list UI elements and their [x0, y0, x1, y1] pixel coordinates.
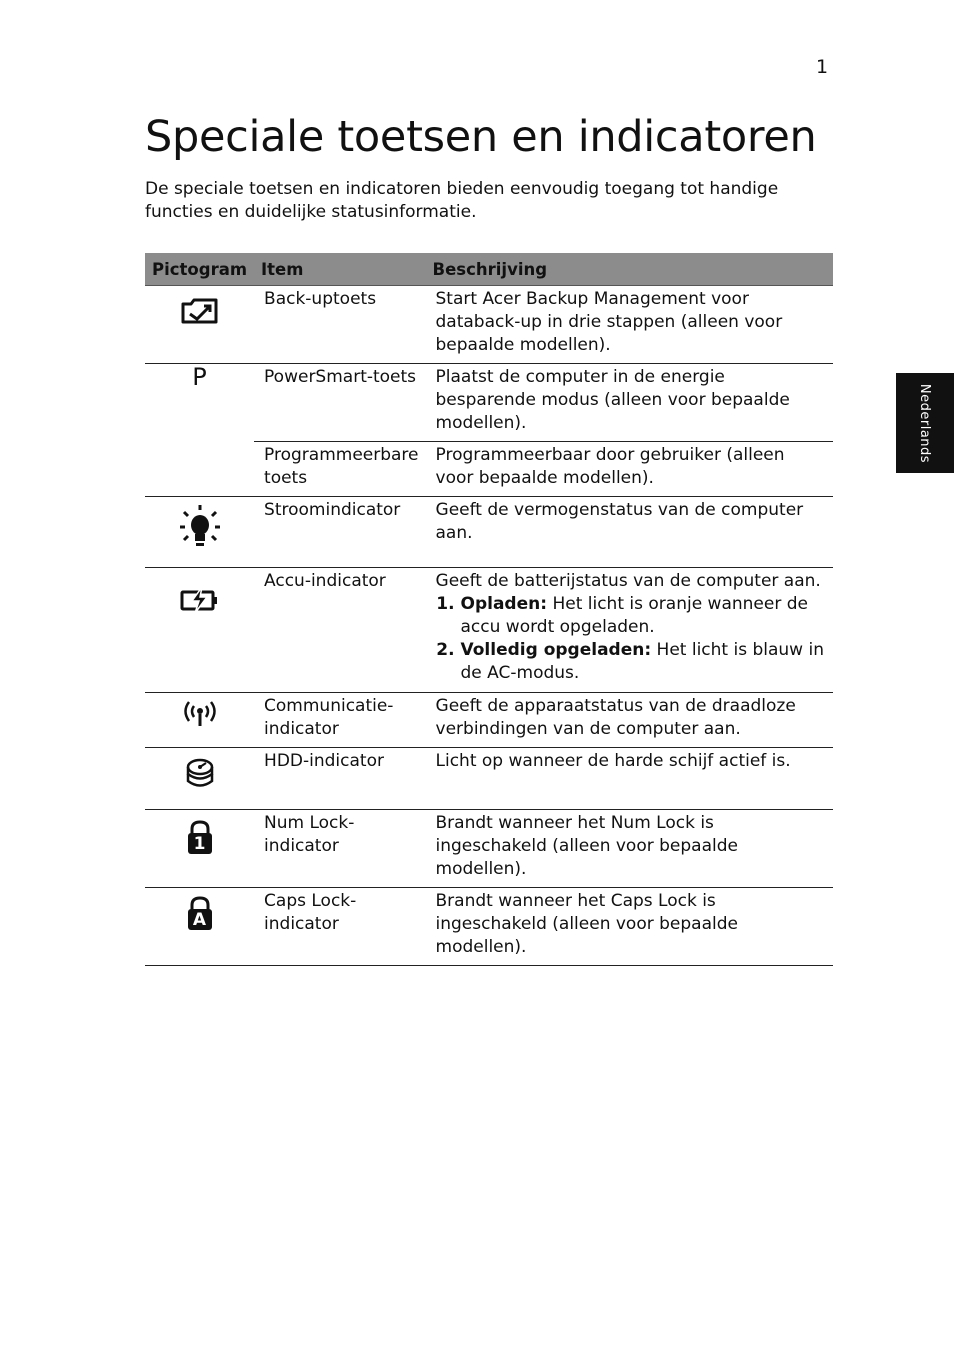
table-row: [145, 748, 833, 810]
description-cell: Brandt wanneer het Num Lock is ingeschakeld (alleen voor bepaalde modellen).: [426, 810, 833, 888]
description-cell: Geeft de vermogenstatus van de computer aan.: [426, 497, 833, 568]
item-cell: Caps Lock-indicator: [254, 888, 425, 966]
icon-cell: [145, 693, 254, 748]
list-item: [461, 593, 826, 639]
item-cell: PowerSmart-toets: [254, 364, 425, 442]
hdd-icon: [185, 775, 215, 795]
caps-lock-icon: [185, 896, 215, 932]
caps-lock-glyph: A: [192, 910, 207, 930]
item-cell: Back-uptoets: [254, 286, 425, 364]
table-row: [145, 888, 833, 966]
item-cell: Accu-indicator: [254, 568, 425, 693]
table-row: [145, 810, 833, 888]
table-row: [145, 497, 833, 568]
table-row: [145, 364, 833, 442]
item-cell: Programmeerbare toets: [254, 442, 425, 497]
icon-cell: [145, 286, 254, 364]
num-lock-glyph: 1: [193, 834, 206, 854]
step-label: Volledig opgeladen:: [460, 640, 652, 660]
table-row: [145, 568, 833, 693]
icon-cell: [145, 568, 254, 693]
item-cell: Communicatie-indicator: [254, 693, 425, 748]
power-bulb-icon: [178, 536, 222, 556]
step-text: Het licht is blauw in de AC-modus.: [460, 640, 824, 683]
icon-cell: [145, 748, 254, 810]
header-description: Beschrijving: [426, 253, 833, 286]
header-pictogram: Pictogram: [145, 253, 254, 286]
description-cell: Start Acer Backup Management voor databack-up in drie stappen (alleen voor bepaalde modellen).: [426, 286, 833, 364]
icon-cell: [145, 497, 254, 568]
language-tab-label: Nederlands: [917, 383, 933, 463]
battery-charge-icon: [180, 599, 220, 619]
page-number: 1: [816, 56, 829, 78]
list-item: [461, 639, 826, 685]
description-cell: Brandt wanneer het Caps Lock is ingeschakeld (alleen voor bepaalde modellen).: [426, 888, 833, 966]
table-row: [145, 693, 833, 748]
step-text: Het licht is oranje wanneer de accu wordt opgeladen.: [460, 594, 808, 637]
language-tab: [896, 373, 954, 473]
item-cell: Stroomindicator: [254, 497, 425, 568]
p-key-icon: P: [192, 363, 207, 391]
intro-paragraph: De speciale toetsen en indicatoren bieden eenvoudig toegang tot handige functies en duidelijke statusinformatie.: [145, 179, 779, 222]
icon-cell: [145, 888, 254, 966]
header-item: Item: [254, 253, 425, 286]
icon-cell: [145, 810, 254, 888]
description-cell: Programmeerbaar door gebruiker (alleen voor bepaalde modellen).: [426, 442, 833, 497]
icon-cell: [145, 364, 254, 497]
description-cell: Geeft de apparaatstatus van de draadloze verbindingen van de computer aan.: [426, 693, 833, 748]
battery-steps: [436, 593, 826, 685]
item-cell: Num Lock-indicator: [254, 810, 425, 888]
num-lock-icon: [185, 820, 215, 856]
description-cell: Licht op wanneer de harde schijf actief is.: [426, 748, 833, 810]
battery-description: Geeft de batterijstatus van de computer aan.: [435, 571, 821, 591]
table-header-row: [145, 253, 833, 286]
step-label: Opladen:: [460, 594, 548, 614]
wireless-icon: [180, 714, 220, 734]
page-title: Speciale toetsen en indicatoren: [145, 112, 817, 162]
keys-table: [145, 253, 833, 966]
item-cell: HDD-indicator: [254, 748, 425, 810]
description-cell: [426, 568, 833, 693]
backup-icon: [179, 313, 221, 333]
table-row: [145, 286, 833, 364]
description-cell: Plaatst de computer in de energie besparende modus (alleen voor bepaalde modellen).: [426, 364, 833, 442]
